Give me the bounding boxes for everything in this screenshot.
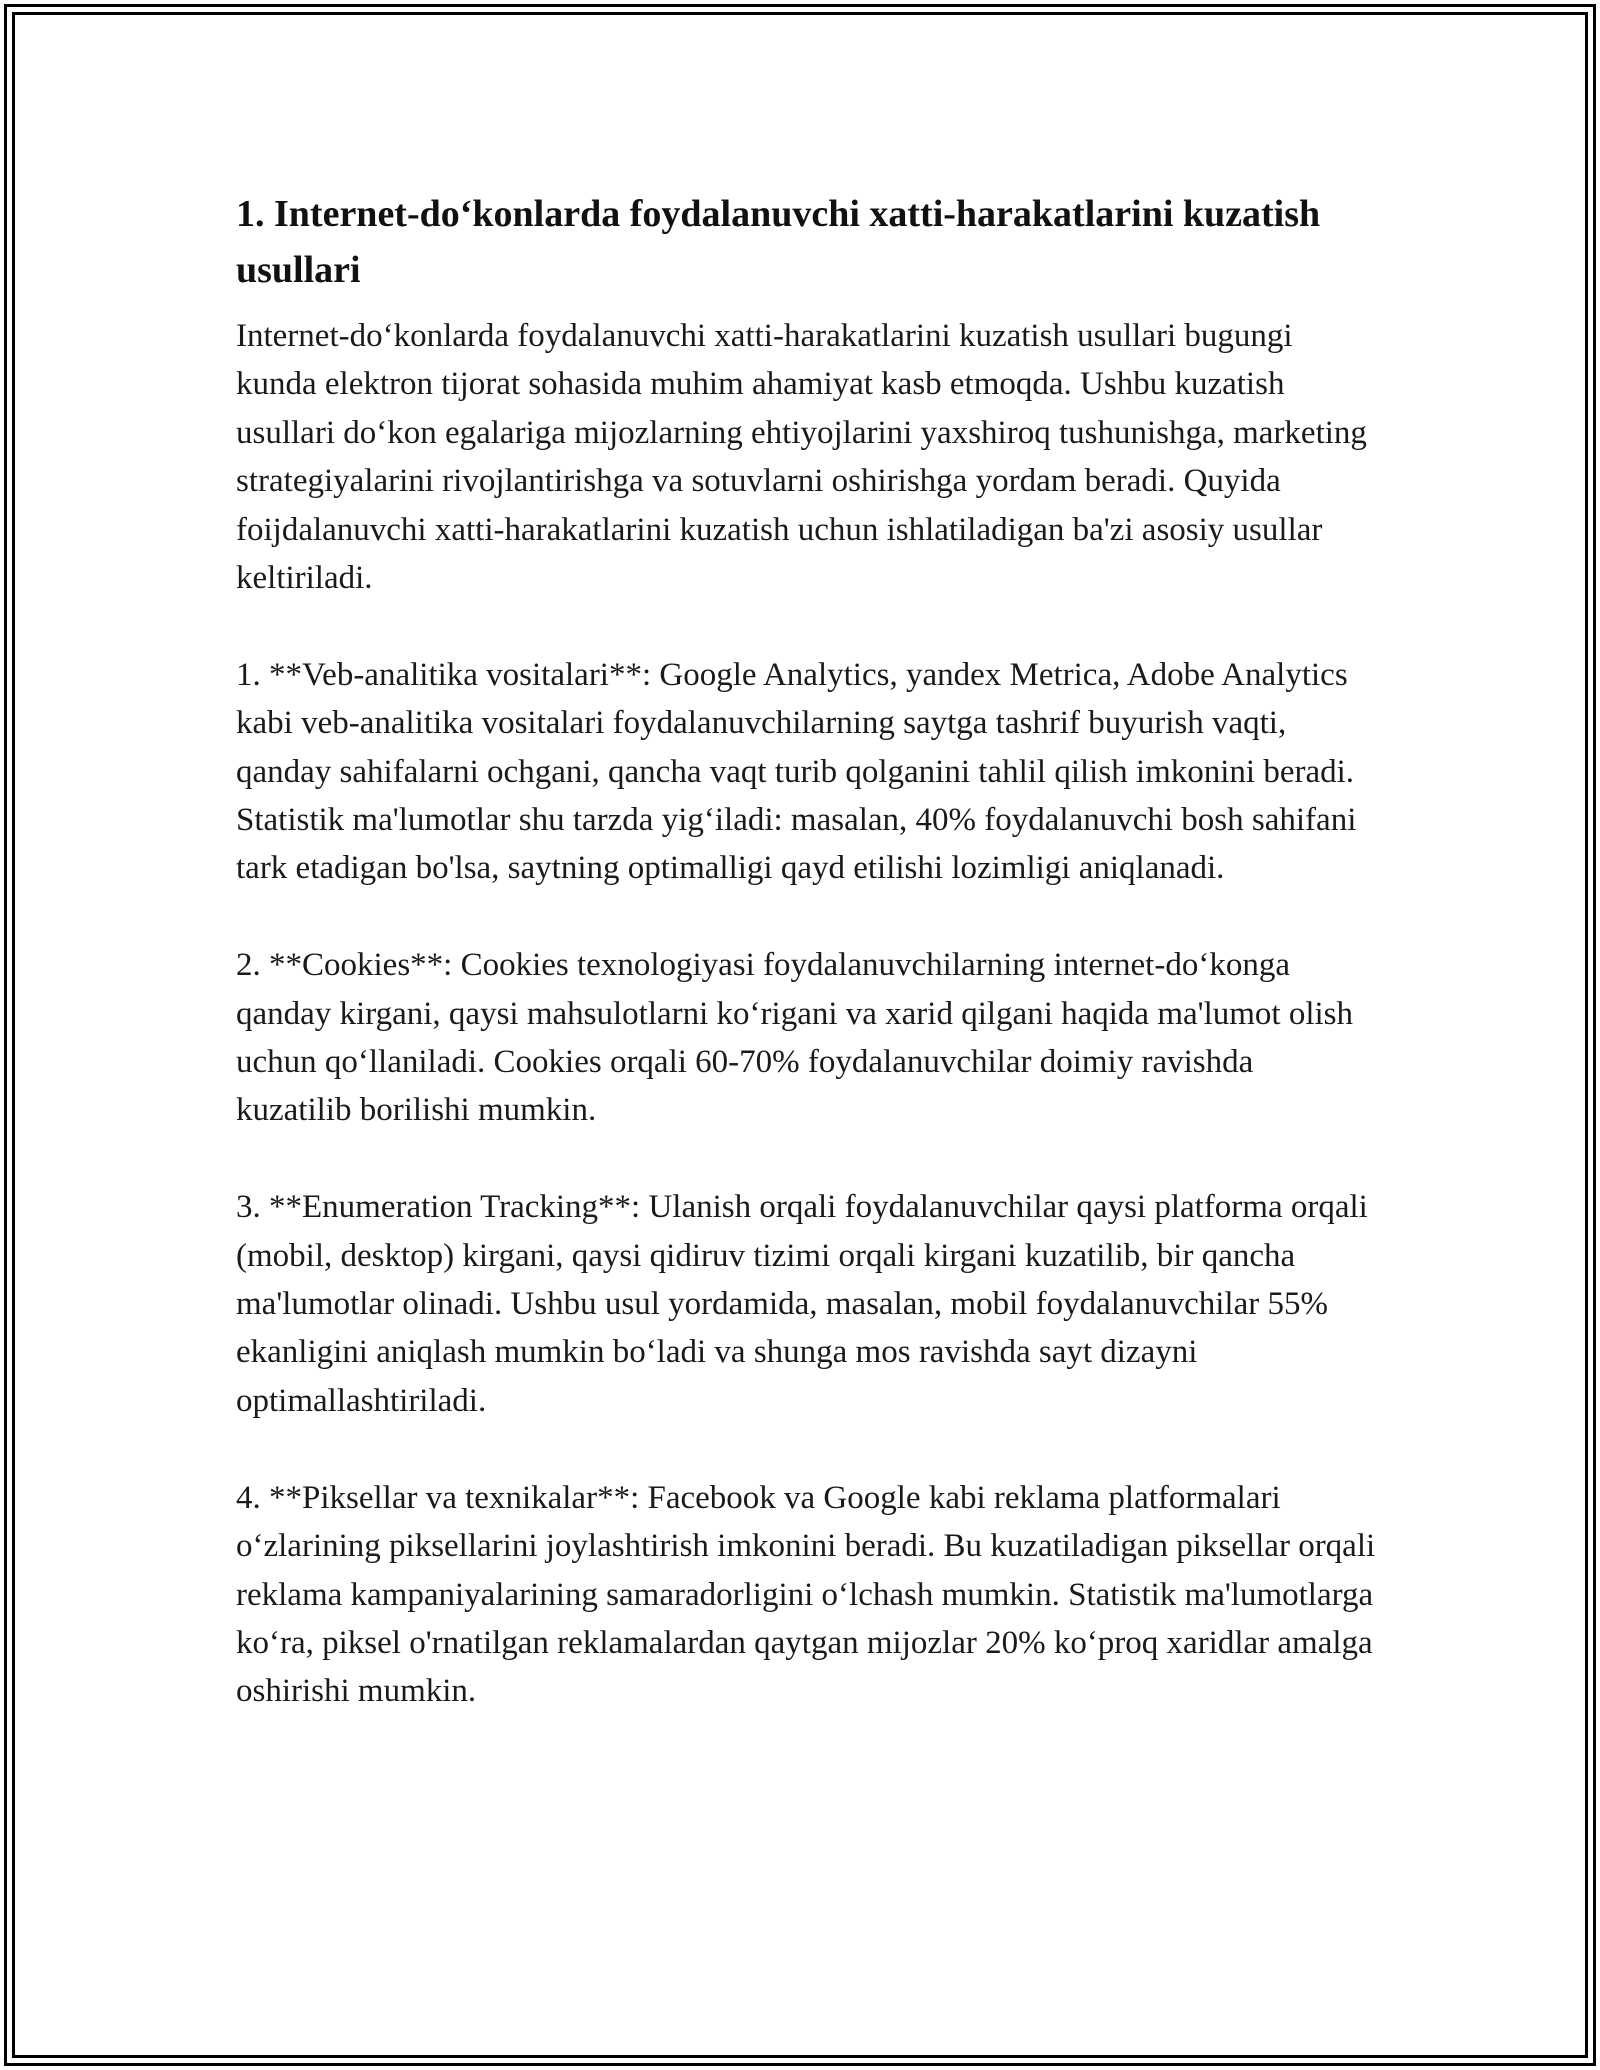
document-body [236, 186, 1376, 1716]
enumeration-tracking-paragraph: 3. **Enumeration Tracking**: Ulanish orqali foydalanuvchilar qaysi platforma orqali (mobil, desktop) kirgani, qaysi qidiruv tizimi orqali kirgani kuzatilib, bir qancha ma'lumotlar olinadi. Ushbu usul yordamida, masalan, mobil foydalanuvchilar 55% ekanligini aniqlash mumkin bo‘ladi va shunga mos ravishda sayt dizayni optimallashtiriladi. [236, 1189, 1368, 1419]
cookies-paragraph: 2. **Cookies**: Cookies texnologiyasi foydalanuvchilarning internet-do‘konga qanday kirgani, qaysi mahsulotlarni ko‘rigani va xarid qilgani haqida ma'lumot olish uchun qo‘llaniladi. Cookies orqali 60-70% foydalanuvchilar doimiy ravishda kuzatilib borilishi mumkin. [236, 947, 1354, 1129]
intro-paragraph: Internet-do‘konlarda foydalanuvchi xatti-harakatlarini kuzatish usullari bugungi kunda elektron tijorat sohasida muhim ahamiyat kasb etmoqda. Ushbu kuzatish usullari do‘kon egalariga mijozlarning ehtiyojlarini yaxshiroq tushunishga, marketing strategiyalarini rivojlantirishga va sotuvlarni oshirishga yordam beradi. Quyida foijdalanuvchi xatti-harakatlarini kuzatish uchun ishlatiladigan ba'zi asosiy usullar keltiriladi. [236, 318, 1367, 597]
web-analytics-paragraph: 1. **Veb-analitika vositalari**: Google Analytics, yandex Metrica, Adobe Analytics kabi veb-analitika vositalari foydalanuvchilarning saytga tashrif buyurish vaqti, qanday sahifalarni ochgani, qancha vaqt turib qolganini tahlil qilish imkonini beradi. Statistik ma'lumotlar shu tarzda yig‘iladi: masalan, 40% foydalanuvchi bosh sahifani tark etadigan bo'lsa, saytning optimalligi qayd etilishi lozimligi aniqlanadi. [236, 656, 1357, 887]
document-title: 1. Internet-do‘konlarda foydalanuvchi xatti-harakatlarini kuzatish usullari [236, 193, 1321, 291]
pixels-paragraph: 4. **Piksellar va texnikalar**: Facebook va Google kabi reklama platformalari o‘zlarining piksellarini joylashtirish imkonini beradi. Bu kuzatiladigan piksellar orqali reklama kampaniyalarining samaradorligini o‘lchash mumkin. Statistik ma'lumotlarga ko‘ra, piksel o'rnatilgan reklamalardan qaytgan mijozlar 20% ko‘proq xaridlar amalga oshirishi mumkin. [236, 1479, 1376, 1710]
